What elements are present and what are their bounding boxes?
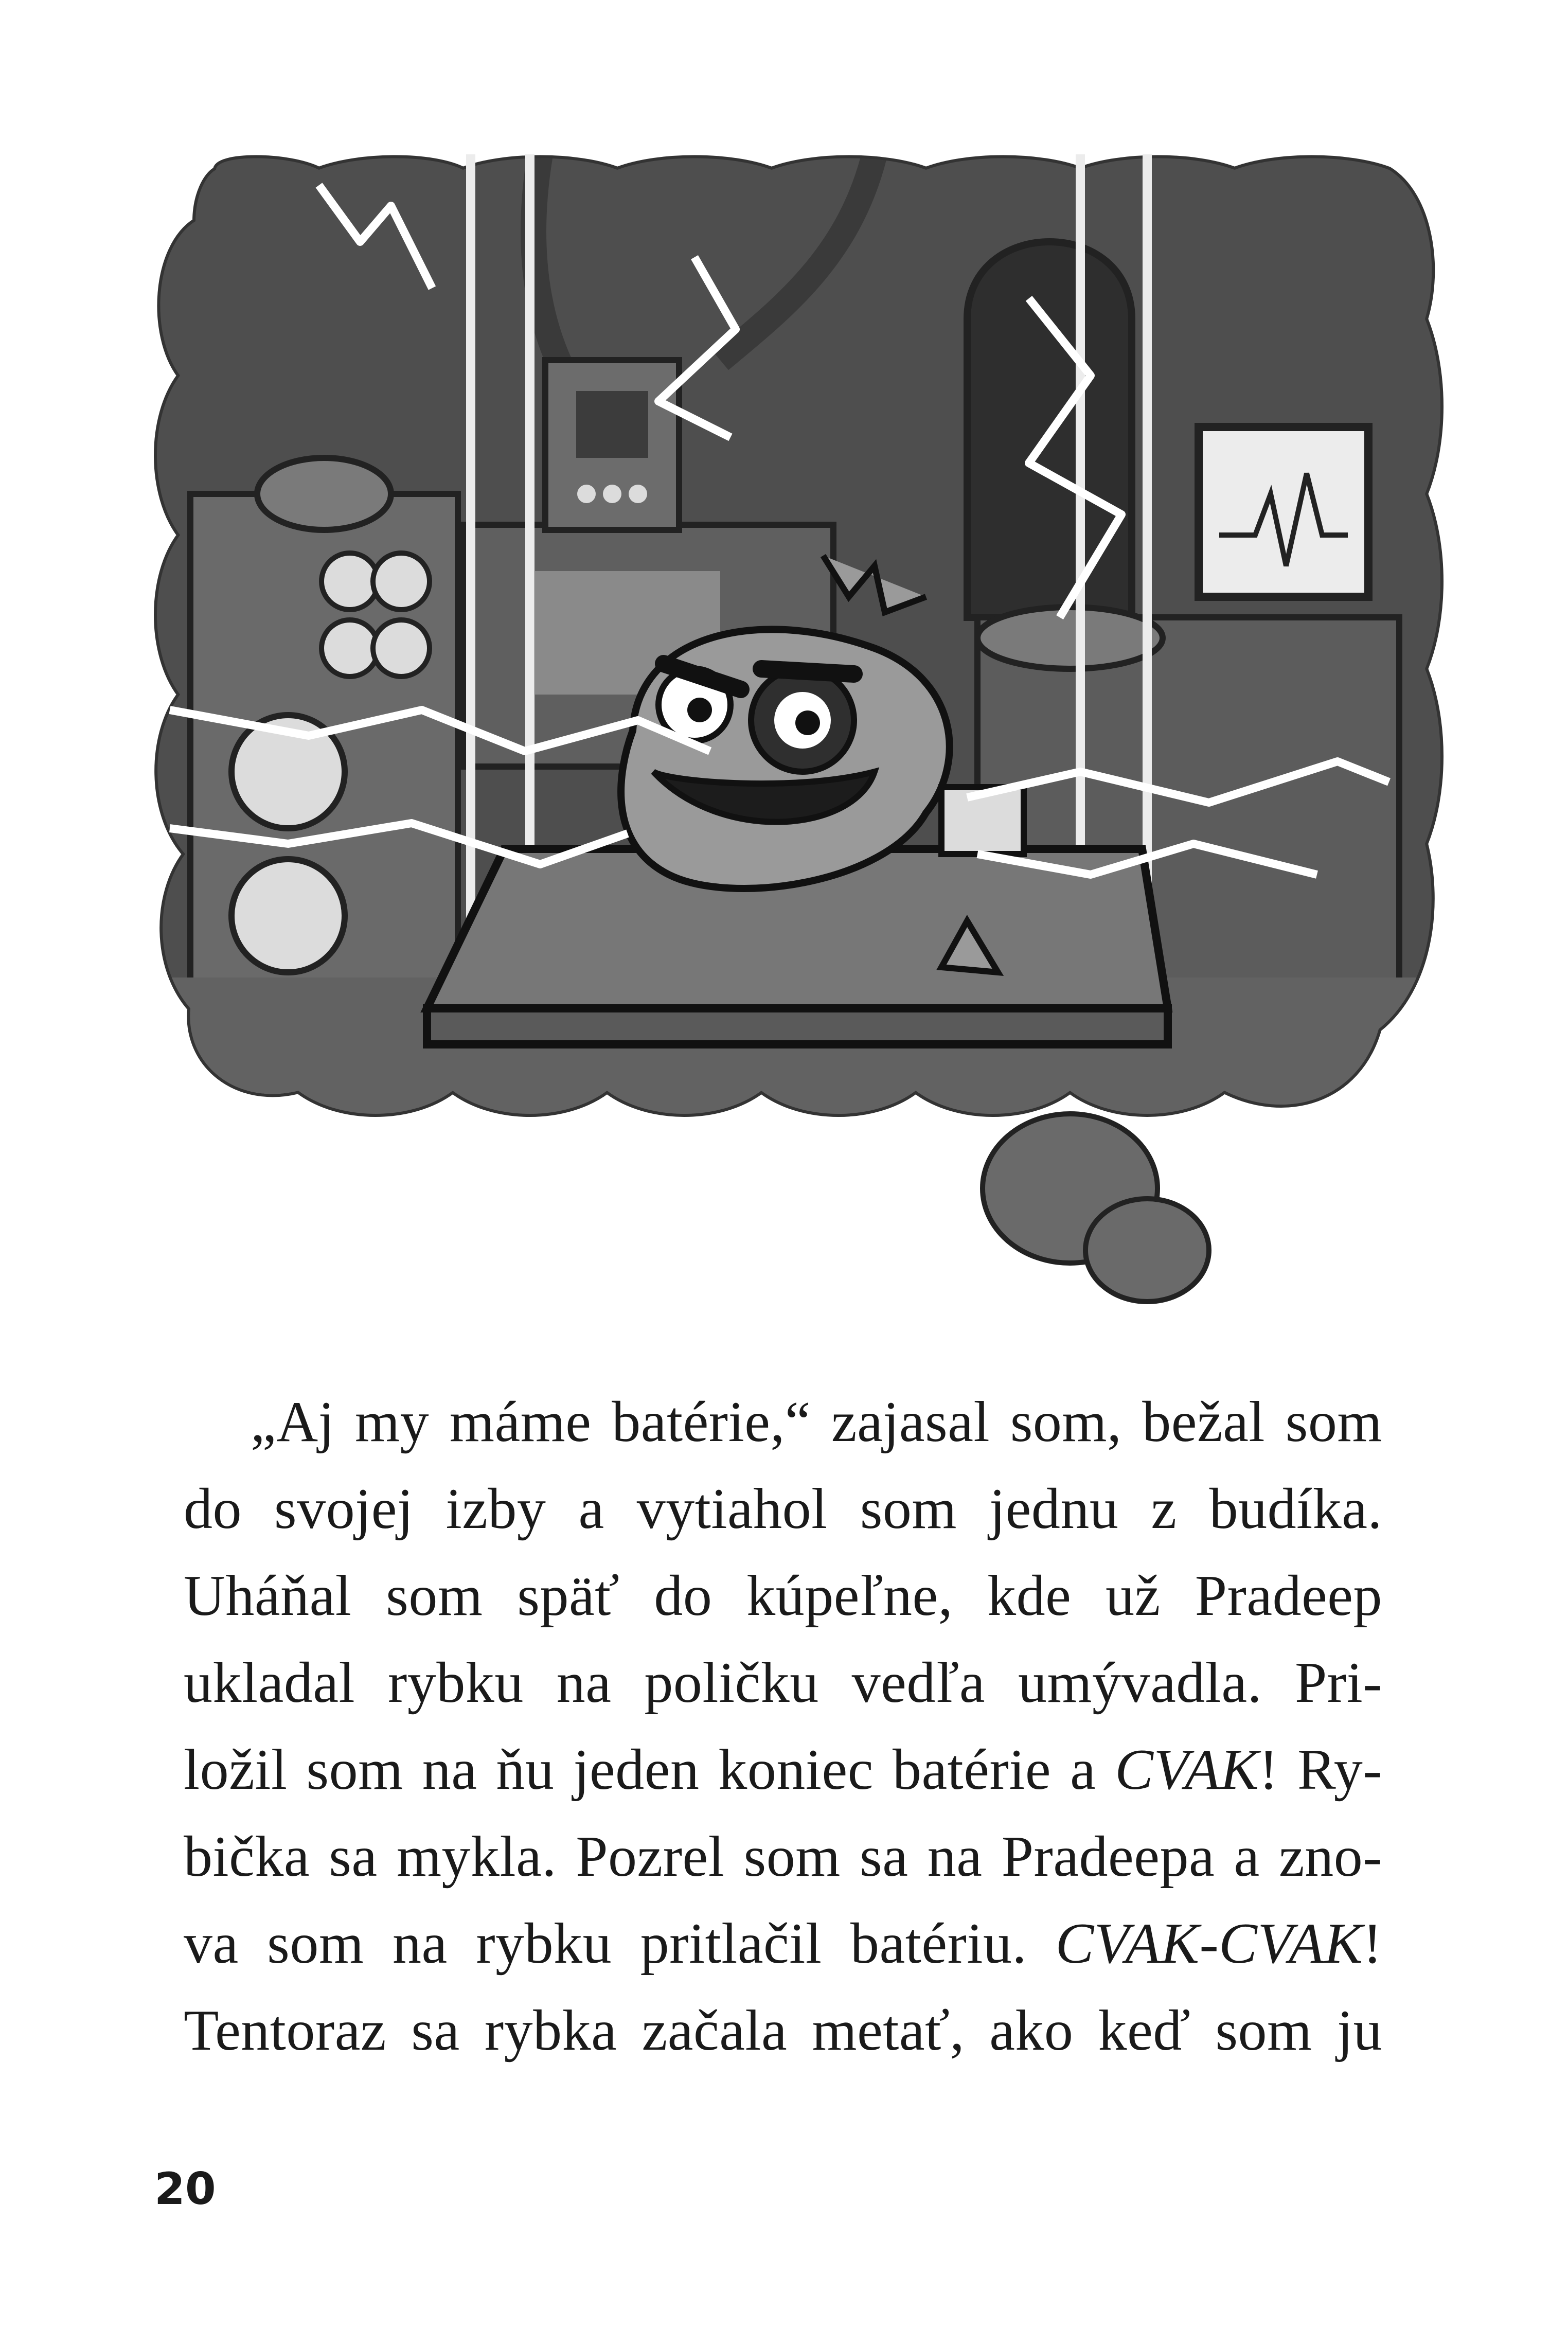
sound-effect: CVAK: [1115, 1738, 1259, 1802]
text-fragment: !: [1363, 1912, 1382, 1976]
text-line: do svojej izby a vytiahol som jednu z budíka.: [184, 1477, 1382, 1541]
text-fragment: ložil som na ňu jeden koniec batérie a: [184, 1738, 1115, 1802]
text-line: „Aj my máme batérie,“ zajasal som, bežal som: [251, 1390, 1382, 1454]
text-line: Uháňal som späť do kúpeľne, kde už Pradeep: [184, 1564, 1382, 1628]
text-line: [184, 1900, 1382, 1987]
text-line: [184, 1727, 1382, 1814]
text-line: Tentoraz sa rybka začala metať, ako keď som ju: [184, 1999, 1382, 2063]
body-text: [184, 1379, 1382, 2074]
text-fragment: va som na rybku pritlačil batériu.: [184, 1912, 1056, 1976]
text-line: bička sa mykla. Pozrel som sa na Pradeepa a zno-: [184, 1825, 1382, 1889]
sound-effect: CVAK-CVAK: [1055, 1912, 1363, 1976]
page-number: 20: [154, 2163, 216, 2215]
text-fragment: ! Ry-: [1259, 1738, 1382, 1802]
text-line: ukladal rybku na poličku vedľa umývadla. Pri-: [184, 1651, 1382, 1715]
thought-bubbles: [983, 1114, 1209, 1302]
